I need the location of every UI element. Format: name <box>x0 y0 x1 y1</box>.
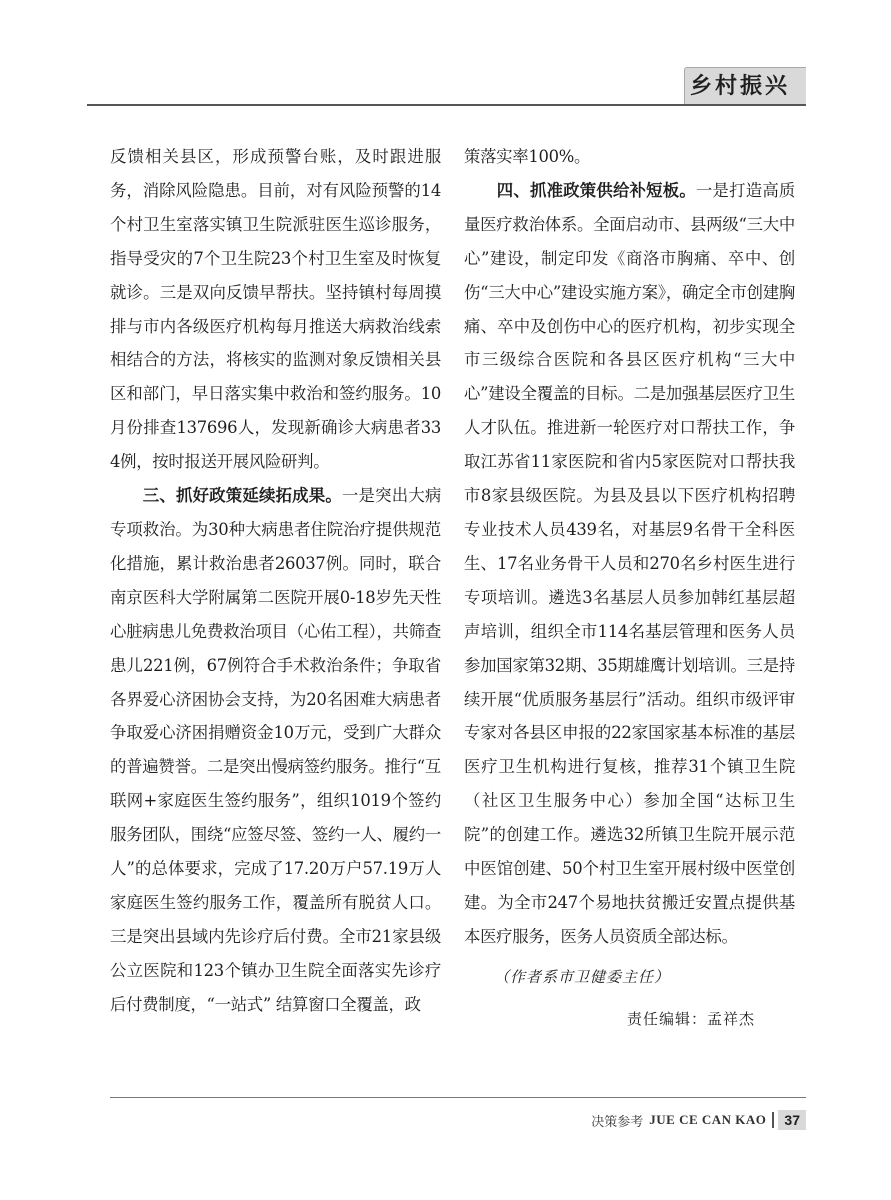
section-body-three: 一是突出大病专项救治。为30种大病患者住院治疗提供规范化措施，累计救治患者26037例。同时，联合南京医科大学附属第二医院开展0-18岁先天性心脏病患儿免费救治项目（心佑工程），共筛查患儿221例，67例符合手术救治条件；争取省各界爱心济困协会支持，为20名困难大病患者争取爱心济困捐赠资金10万元，受到广大群众的普遍赞誉。二是突出慢病签约服务。推行“互联网+家庭医生签约服务”，组织1019个签约服务团队，围绕“应签尽签、签约一人、履约一人”的总体要求，完成了17.20万户57.19万人家庭医生签约服务工作，覆盖所有脱贫人口。三是突出县域内先诊疗后付费。全市21家县级公立医院和123个镇办卫生院全面落实先诊疗后付费制度，“一站式” 结算窗口全覆盖，政 <box>110 486 441 1014</box>
section-body-four: 一是打造高质量医疗救治体系。全面启动市、县两级“三大中心”建设，制定印发《商洛市胸痛、卒中、创伤“三大中心”建设实施方案》，确定全市创建胸痛、卒中及创伤中心的医疗机构，初步实现全市三级综合医院和各县区医疗机构“三大中心”建设全覆盖的目标。二是加强基层医疗卫生人才队伍。推进新一轮医疗对口帮扶工作，争取江苏省11家医院和省内5家医院对口帮扶我市8家县级医院。为县及县以下医疗机构招聘专业技术人员439名，对基层9名骨干全科医生、17名业务骨干人员和270名乡村医生进行专项培训。遴选3名基层人员参加韩红基层超声培训，组织全市114名基层管理和医务人员参加国家第32期、35期雄鹰计划培训。三是持续开展“优质服务基层行”活动。组织市级评审专家对各县区申报的22家国家基本标准的基层医疗卫生机构进行复核，推荐31个镇卫生院（社区卫生服务中心）参加全国“达标卫生院”的创建工作。遴选32所镇卫生院开展示范中医馆创建、50个村卫生室开展村级中医堂创建。为全市247个易地扶贫搬迁安置点提供基本医疗服务，医务人员资质全部达标。 <box>464 180 795 946</box>
right-column <box>464 140 795 1036</box>
paragraph-risk-feedback: 反馈相关县区，形成预警台账，及时跟进服务，消除风险隐患。目前，对有风险预警的14个村卫生室落实镇卫生院派驻医生巡诊服务，指导受灾的7个卫生院23个村卫生室及时恢复就诊。三是双向反馈早帮扶。坚持镇村每周摸排与市内各级医疗机构每月推送大病救治线索相结合的方法，将核实的监测对象反馈相关县区和部门，早日落实集中救治和签约服务。10月份排查137696人，发现新确诊大病患者334例，按时报送开展风险研判。 <box>110 147 441 472</box>
section-title: 乡村振兴 <box>689 74 790 99</box>
author-byline: （作者系市卫健委主任） <box>494 967 671 986</box>
footer-pinyin: JUE CE CAN KAO <box>649 1112 767 1127</box>
section-heading-three: 三、抓好政策延续拓成果。 <box>142 486 342 506</box>
footer-separator <box>772 1112 774 1128</box>
header-rule <box>87 104 806 106</box>
page-number: 37 <box>778 1110 806 1130</box>
left-column <box>110 140 441 1022</box>
footer-brand: 决策参考 <box>591 1114 644 1130</box>
responsible-editor: 责任编辑：孟祥杰 <box>626 1009 755 1028</box>
paragraph-section-four <box>464 174 795 954</box>
section-tab <box>684 67 806 105</box>
footer-rule <box>110 1097 806 1098</box>
section-heading-four: 四、抓准政策供给补短板。 <box>496 180 696 200</box>
paragraph-continuation: 策落实率100%。 <box>464 147 591 166</box>
paragraph-section-three <box>110 479 441 1022</box>
page-footer <box>591 1108 806 1132</box>
